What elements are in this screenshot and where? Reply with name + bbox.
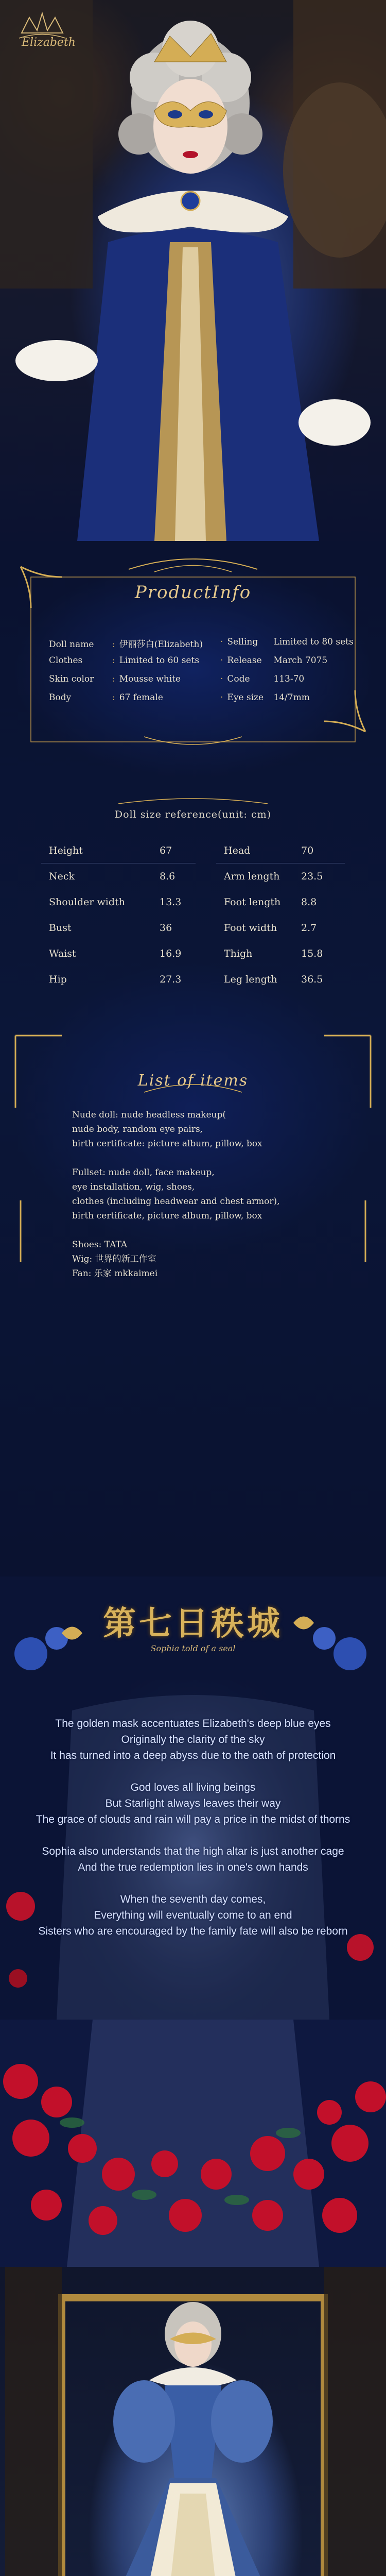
item-line: Fan: 乐家 mkkaimei [72,1268,158,1279]
story-title: 第七日秩城 [103,1604,283,1643]
product-info-row: Doll name : 伊丽莎白(Elizabeth) [49,639,203,650]
size-value: 36.5 [301,974,323,985]
info-value: March 7075 [273,655,328,666]
poem-line [0,1764,386,1780]
size-ornament-icon [0,793,386,824]
item-line: eye installation, wig, shoes, [72,1182,195,1192]
item-line: Nude doll: nude headless makeup( [72,1110,226,1120]
poem-line: The grace of clouds and rain will pay a price in the midst of thorns [36,1814,350,1825]
size-value: 2.7 [301,922,317,934]
item-line: nude body, random eye pairs, [72,1124,203,1134]
size-value: 15.8 [301,948,323,959]
hero-illustration [0,0,386,541]
poem-line: It has turned into a deep abyss due to the oath of protection [50,1750,336,1761]
info-value: 伊丽莎白(Elizabeth) [119,639,203,650]
size-label: Foot width [224,922,277,934]
size-value: 13.3 [160,896,182,908]
product-info-row: · Code 113-70 [220,674,305,684]
item-line: clothes (including headwear and chest armor), [72,1196,280,1207]
poem-line: God loves all living beings [130,1782,256,1793]
poem-line: Originally the clarity of the sky [121,1734,265,1745]
size-label: Bust [49,922,72,934]
poem-line: The golden mask accentuates Elizabeth's deep blue eyes [55,1718,331,1730]
poem-line: Sisters who are encouraged by the family fate will also be reborn [38,1925,348,1937]
roses-illustration [0,2020,386,2267]
product-info-row: Clothes : Limited to 60 sets [49,655,200,666]
size-value: 8.8 [301,896,317,908]
brand-logo-text: Elizabeth [22,36,76,49]
product-info-row: · Selling Limited to 80 sets [220,637,354,647]
poem-line [0,1875,386,1891]
size-label: Arm length [224,871,280,882]
info-label: Skin color [49,674,94,684]
item-line [72,1223,280,1238]
product-info-title: ProductInfo [134,582,252,603]
info-panel [0,541,386,1577]
product-info-row: Body : 67 female [49,692,163,703]
info-label: Release [227,655,262,666]
info-label: Code [227,674,250,684]
story-section [0,1577,386,2020]
info-value: 113-70 [273,674,305,684]
product-info-row: Skin color : Mousse white [49,674,181,684]
poem-line: Everything will eventually come to an end [94,1909,292,1921]
fullbody-illustration [0,2267,386,2576]
size-label: Head [224,845,251,856]
size-label: Thigh [224,948,253,959]
info-label: Doll name [49,639,94,650]
story-poem [0,1716,386,1939]
brand-logo [11,7,76,64]
size-label: Hip [49,974,67,985]
info-value: 67 female [119,692,163,703]
info-label: Body [49,692,72,703]
fullbody-image [0,2267,386,2576]
info-value: Mousse white [119,674,181,684]
size-value: 36 [160,922,172,934]
poem-line: And the true redemption lies in one's own hands [78,1861,308,1873]
size-label: Neck [49,871,75,882]
crown-logo-icon [11,7,73,64]
size-value: 70 [301,845,314,856]
rose-garden-image [0,2020,386,2267]
size-label: Leg length [224,974,277,985]
info-value: 14/7mm [273,692,310,703]
size-value: 23.5 [301,871,323,882]
item-line [72,1151,280,1165]
poem-line [0,1827,386,1843]
size-label: Foot length [224,896,281,908]
size-value: 16.9 [160,948,182,959]
item-line: Shoes: TATA [72,1240,128,1250]
info-value: Limited to 60 sets [119,655,200,666]
poem-line: But Starlight always leaves their way [105,1798,281,1809]
item-line: birth certificate, picture album, pillow, box [72,1211,262,1221]
size-value: 8.6 [160,871,176,882]
story-subtitle: Sophia told of a seal [150,1643,236,1653]
size-value: 27.3 [160,974,182,985]
size-value: 67 [160,845,172,856]
info-value: Limited to 80 sets [273,637,354,647]
product-info-row: · Release March 7075 [220,655,328,666]
size-reference-title: Doll size reference(unit: cm) [114,809,272,820]
item-line: Fullset: nude doll, face makeup, [72,1167,215,1178]
info-label: Eye size [227,692,264,703]
poem-line: When the seventh day comes, [120,1893,266,1905]
items-list [72,1108,280,1281]
list-of-items-title: List of items [137,1072,249,1090]
item-line: Wig: 世界的新工作室 [72,1254,156,1264]
hero-image [0,0,386,541]
info-label: Selling [227,637,258,647]
size-label: Waist [49,948,76,959]
size-label: Shoulder width [49,896,125,908]
product-info-row: · Eye size 14/7mm [220,692,310,703]
size-label: Height [49,845,83,856]
info-label: Clothes [49,655,83,666]
item-line: birth certificate: picture album, pillow, box [72,1139,262,1149]
poem-line: Sophia also understands that the high altar is just another cage [42,1845,344,1857]
